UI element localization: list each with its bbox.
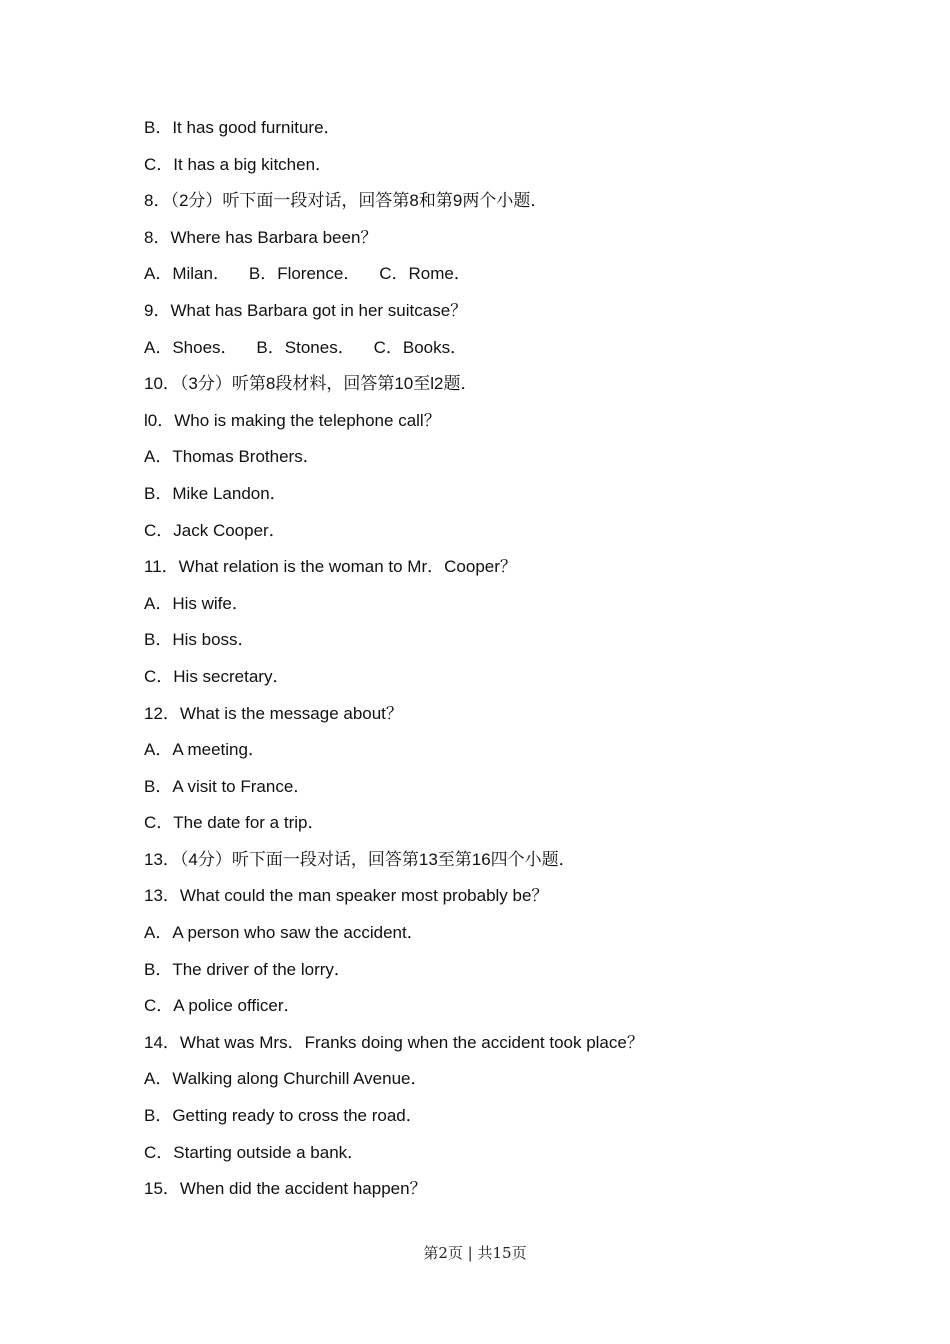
- option-line: B．The driver of the lorry．: [144, 959, 351, 979]
- option-line: B．It has good furniture．: [144, 118, 341, 137]
- option-line: B．Getting ready to cross the road．: [144, 1106, 423, 1126]
- option-line: C．His secretary．: [144, 666, 290, 686]
- section-heading: 10．（3分）听第8段材料，回答第10至l2题．: [144, 374, 478, 394]
- question-line: 11．What relation is the woman to Mr．Cooper？: [144, 557, 517, 577]
- section-heading: 13．（4分）听下面一段对话，回答第13至第16四个小题．: [144, 849, 576, 869]
- question-line: 9．What has Barbara got in her suitcase？: [144, 300, 468, 320]
- question-line: 12．What is the message about？: [144, 703, 403, 723]
- question-line: 14．What was Mrs．Franks doing when the accident took place？: [144, 1032, 644, 1052]
- option-line: A．Shoes． B．Stones． C．Books．: [144, 337, 468, 357]
- option-line: A．A meeting．: [144, 740, 265, 760]
- option-line: B．Mike Landon．: [144, 483, 287, 503]
- question-line: 15．When did the accident happen？: [144, 1179, 427, 1199]
- option-line: C．Jack Cooper．: [144, 520, 286, 540]
- question-line: 8．Where has Barbara been？: [144, 227, 378, 247]
- option-line: C．It has a big kitchen．: [144, 154, 333, 174]
- section-heading: 8．（2分）听下面一段对话，回答第8和第9两个小题．: [144, 191, 548, 211]
- option-line: C．The date for a trip．: [144, 813, 325, 833]
- option-line: A．A person who saw the accident．: [144, 923, 424, 943]
- option-line: A．Thomas Brothers．: [144, 447, 320, 467]
- option-line: B．A visit to France．: [144, 776, 311, 796]
- option-line: B．His boss．: [144, 630, 255, 650]
- option-line: A．Walking along Churchill Avenue．: [144, 1069, 428, 1089]
- option-line: C．A police officer．: [144, 996, 301, 1016]
- question-line: 13．What could the man speaker most probably be？: [144, 886, 549, 906]
- option-line: A．Milan． B．Florence． C．Rome．: [144, 264, 471, 284]
- option-line: C．Starting outside a bank．: [144, 1142, 365, 1162]
- page-body: [144, 113, 824, 1211]
- option-line: A．His wife．: [144, 593, 249, 613]
- question-line: l0．Who is making the telephone call？: [144, 410, 441, 430]
- page-footer: 第2页 | 共15页: [423, 1244, 527, 1262]
